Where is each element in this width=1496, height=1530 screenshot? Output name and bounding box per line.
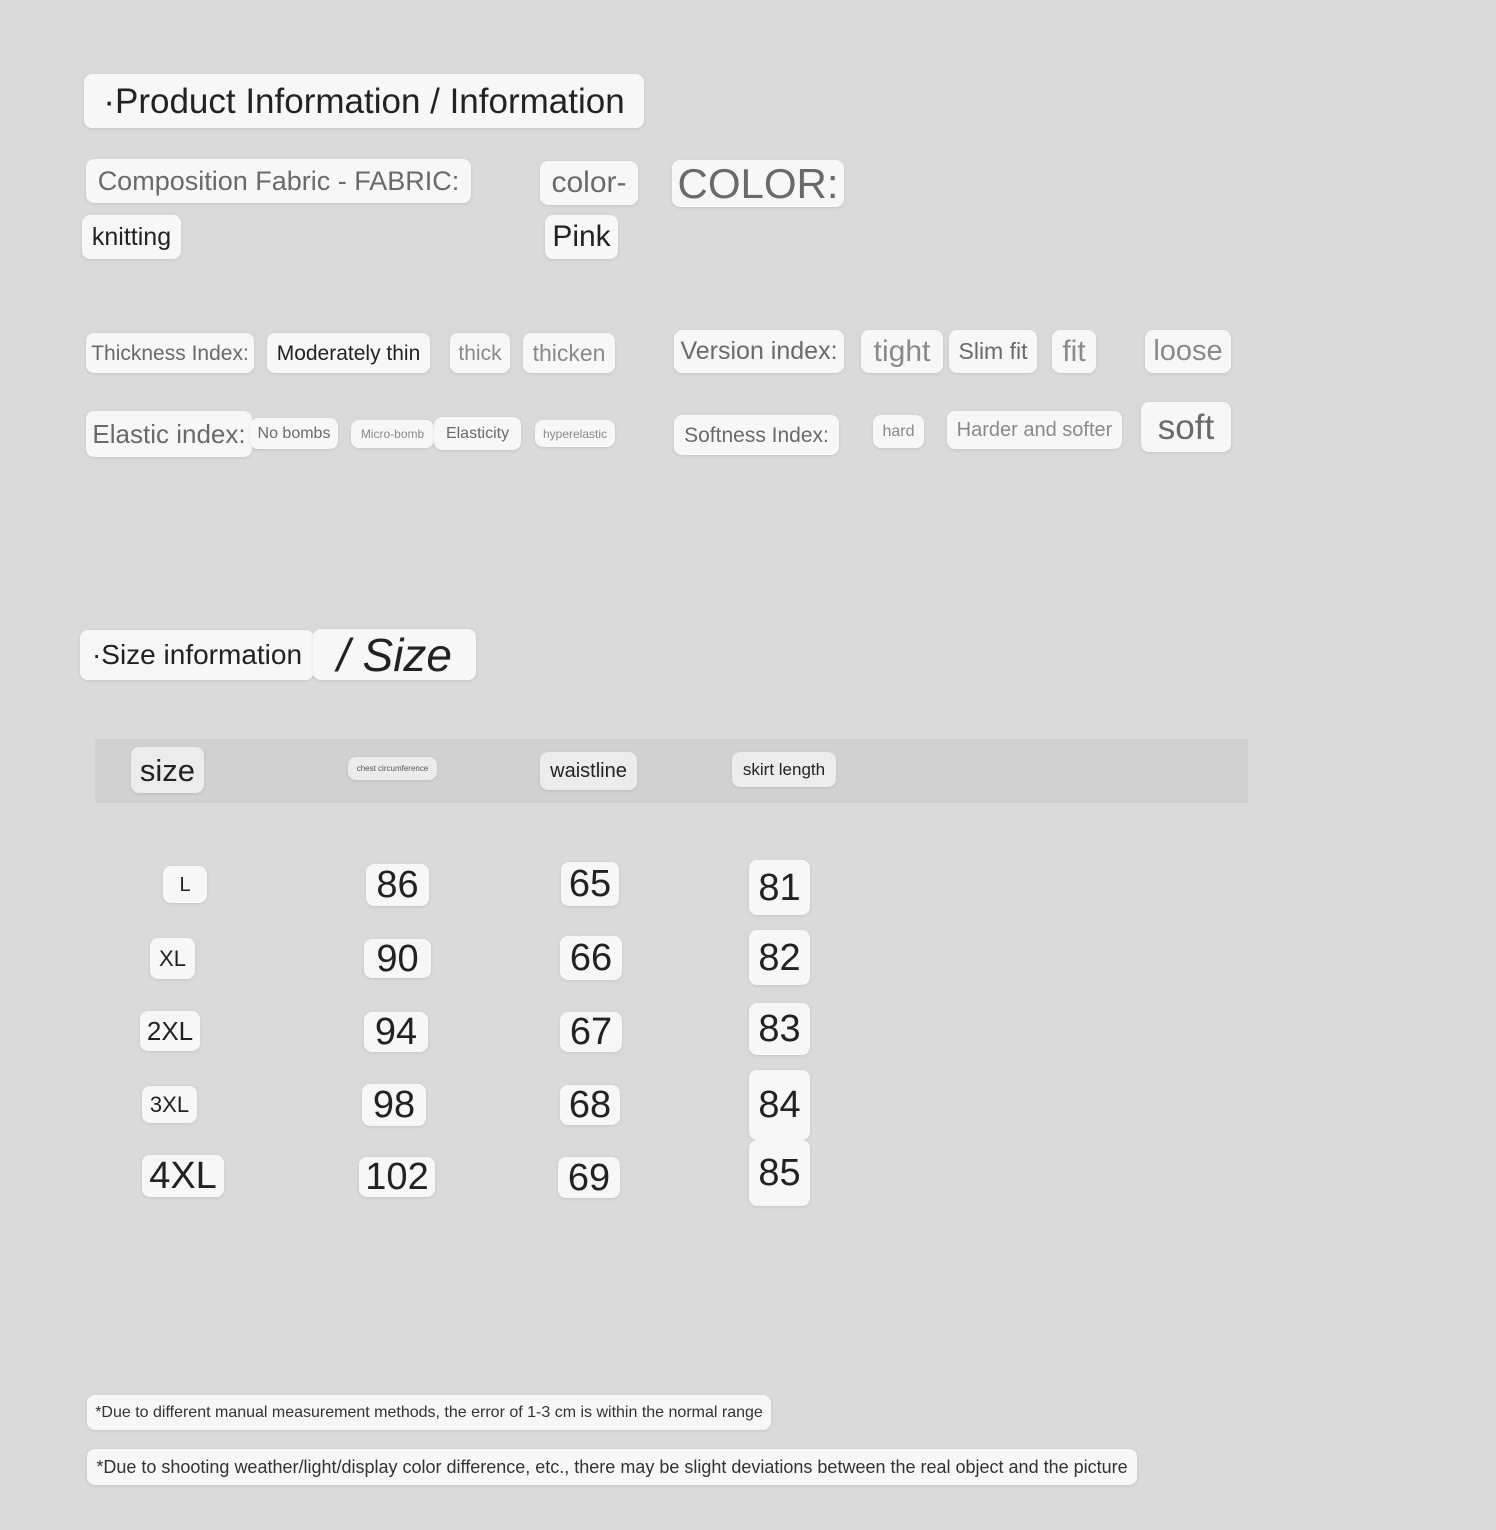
softness-option: hard bbox=[873, 415, 924, 448]
size-info-title: ·Size information bbox=[80, 630, 314, 680]
size-cell: 4XL bbox=[142, 1155, 224, 1197]
elastic-option: No bombs bbox=[250, 418, 338, 449]
softness-option: soft bbox=[1141, 402, 1231, 452]
waist-cell: 69 bbox=[558, 1157, 620, 1198]
elastic-option: hyperelastic bbox=[535, 420, 615, 447]
elastic-option: Elasticity bbox=[434, 417, 521, 450]
waist-cell: 68 bbox=[560, 1085, 620, 1125]
version-option: fit bbox=[1052, 330, 1096, 373]
version-option: tight bbox=[861, 330, 943, 373]
thickness-option: thicken bbox=[523, 333, 615, 373]
color-value: Pink bbox=[545, 215, 618, 259]
header-waist: waistline bbox=[540, 752, 637, 790]
version-label: Version index: bbox=[674, 330, 844, 373]
thickness-option: thick bbox=[450, 333, 510, 373]
waist-cell: 66 bbox=[560, 936, 622, 980]
length-cell: 82 bbox=[749, 930, 810, 985]
length-cell: 81 bbox=[749, 860, 810, 915]
chest-cell: 102 bbox=[359, 1157, 435, 1197]
length-cell: 84 bbox=[749, 1070, 810, 1140]
size-info-title-en: / Size bbox=[313, 629, 476, 680]
fabric-label: Composition Fabric - FABRIC: bbox=[86, 159, 471, 203]
waist-cell: 67 bbox=[560, 1012, 622, 1052]
waist-cell: 65 bbox=[561, 862, 619, 906]
chest-cell: 90 bbox=[364, 939, 431, 978]
thickness-label: Thickness Index: bbox=[86, 333, 254, 373]
note-color-deviation: *Due to shooting weather/light/display color difference, etc., there may be slight deviations between the real object and the picture bbox=[87, 1449, 1137, 1485]
length-cell: 83 bbox=[749, 1003, 810, 1055]
thickness-option: Moderately thin bbox=[267, 333, 430, 373]
note-measurement: *Due to different manual measurement methods, the error of 1-3 cm is within the normal range bbox=[87, 1395, 771, 1430]
chest-cell: 94 bbox=[364, 1012, 428, 1052]
length-cell: 85 bbox=[749, 1140, 810, 1206]
size-cell: 3XL bbox=[142, 1086, 197, 1123]
chest-cell: 86 bbox=[366, 864, 429, 906]
header-length: skirt length bbox=[732, 752, 836, 787]
fabric-value: knitting bbox=[82, 215, 181, 259]
softness-option: Harder and softer bbox=[947, 411, 1122, 449]
size-table-header bbox=[95, 739, 1248, 803]
size-cell: L bbox=[163, 866, 207, 903]
size-cell: XL bbox=[150, 938, 195, 979]
softness-label: Softness Index: bbox=[674, 415, 839, 455]
chest-cell: 98 bbox=[362, 1084, 426, 1126]
header-chest: chest circumference bbox=[348, 757, 437, 780]
elastic-option: Micro-bomb bbox=[351, 420, 434, 448]
elastic-label: Elastic index: bbox=[86, 411, 252, 457]
product-info-title: ·Product Information / Information bbox=[84, 74, 644, 128]
version-option: loose bbox=[1145, 330, 1231, 373]
color-label: color- bbox=[540, 161, 638, 205]
size-cell: 2XL bbox=[140, 1011, 200, 1051]
version-option: Slim fit bbox=[949, 330, 1037, 373]
color-label-en: COLOR: bbox=[672, 160, 844, 207]
header-size: size bbox=[131, 747, 204, 793]
